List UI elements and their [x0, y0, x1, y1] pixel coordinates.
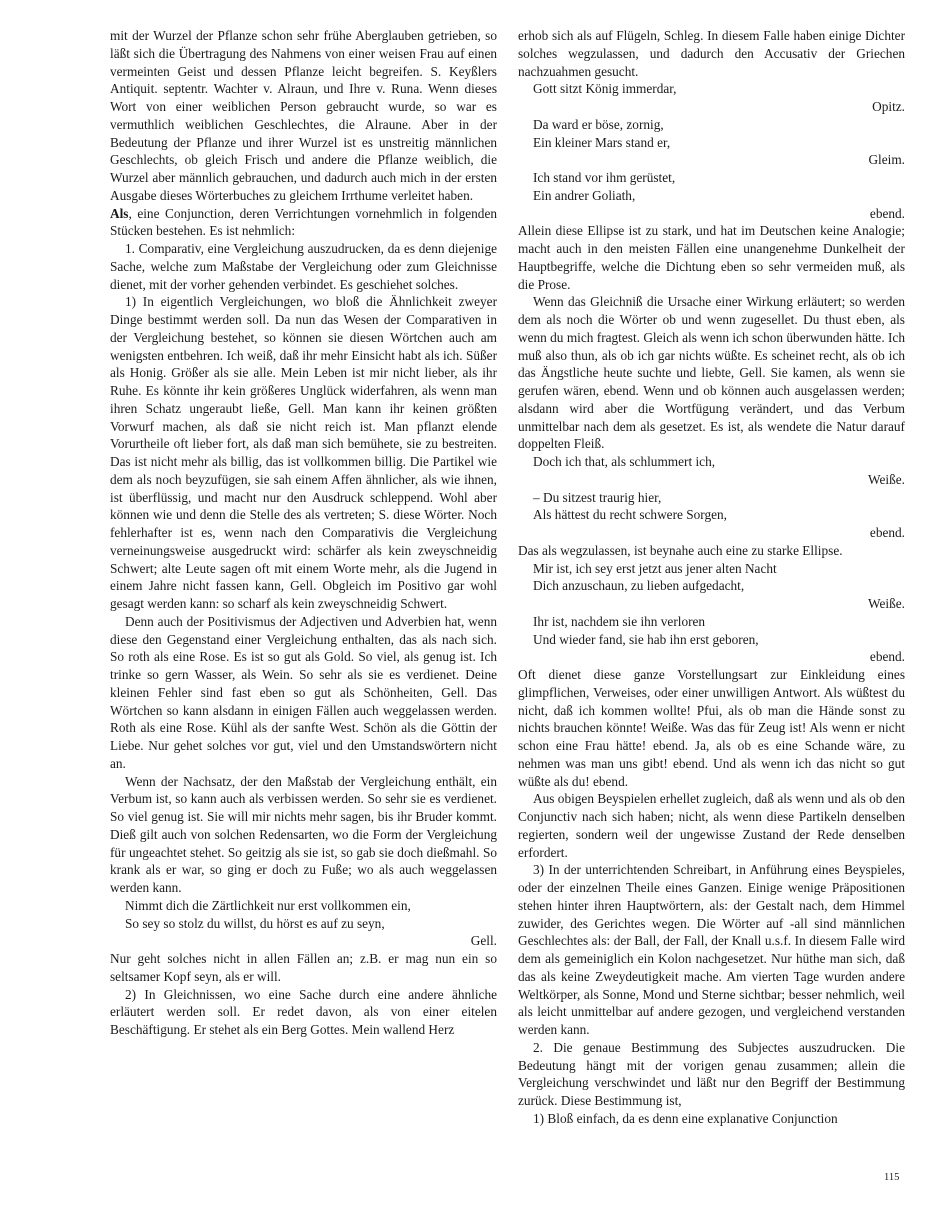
- citation-attribution: Weiße.: [868, 471, 905, 487]
- paragraph: Aus obigen Beyspielen erhellet zugleich, daß als wenn und als ob den Conjunctiv nach sich haben; nicht, als wenn diese Partikeln denselben regierten, sondern weil der ungewisse Zustand der Rede denselben erfordert.: [518, 791, 905, 860]
- dictionary-entry: [110, 205, 497, 241]
- verse-line: Doch ich that, als schlummert ich,: [533, 454, 716, 469]
- paragraph: Nur geht solches nicht in allen Fällen an; z.B. er mag nun ein so seltsamer Kopf seyn, als er will.: [110, 951, 497, 984]
- paragraph: Oft dienet diese ganze Vorstellungsart zur Einkleidung eines glimpflichen, Verweises, oder einer unwilligen Antwort. Als wüßtest du nicht, daß ich kommen wollte! Pfui, als ob man die Hände sonst zu nichts brauchen könnte! Weiße. Was das für Zeug ist! Als wenn er nicht schon eine Frau hätte! ebend. Ja, als ob es eine Schande wäre, zu nehmen was man uns gibt! ebend. Und als wenn ich das nicht so gut wüßte als du! ebend.: [518, 667, 905, 789]
- verse-line: Ein andrer Goliath,: [533, 187, 636, 203]
- headword: Als: [110, 205, 129, 221]
- verse-line: Mir ist, ich sey erst jetzt aus jener alten Nacht: [533, 560, 777, 576]
- entry-text: , eine Conjunction, deren Verrichtungen vornehmlich in folgenden Stücken bestehen. Es ist nehmlich:: [110, 205, 497, 239]
- verse-line: – Du sitzest traurig hier,: [533, 489, 662, 505]
- verse-line: Ein kleiner Mars stand er,: [533, 134, 671, 150]
- verse-line: Dich anzuschaun, zu lieben aufgedacht,: [533, 578, 745, 594]
- paragraph: Wenn der Nachsatz, der den Maßstab der Vergleichung enthält, ein Verbum ist, so kann auch als verbissen werden. So sehr sie es verdienet. So viel genug ist. Sie will mir nichts mehr sagen, bis ihr Bruder kommt. Dieß gilt auch von solchen Redensarten, wo die Form der Vergleichung für ungeachtet stehet. So geitzig als sie ist, so gab sie doch dießmahl. So krank als er war, so ging er doch zu Fuße; wo als auch weggelassen werden kann.: [110, 773, 497, 895]
- paragraph: Denn auch der Positivismus der Adjectiven und Adverbien hat, wenn diese den Gegenstand einer Vergleichung enthalten, das als nach sich. So roth als eine Rose. Es ist so gut als Gold. So viel, als genug ist. Ich trinke so gern Wasser, als Wein. So sehr als sie es verdienet. Deine kleinen Fehler sind fast eben so gut als Schönheiten, Gell. Das Wörtchen so kann alsdann in einigen Fällen auch weggelassen werden. Roth als eine Rose. Kühl als der sanfte West. Schön als die Göttin der Liebe. Nur gehet solches vor gut, viel und den Umstandswörtern nicht an.: [110, 613, 497, 771]
- paragraph: 1. Comparativ, eine Vergleichung auszudrucken, da es denn diejenige Sache, welche zum Maßstabe der Vergleichung oder zum Gleichnisse dienet, mit der vorher gehenden verbindet. Es geschiehet solches.: [110, 241, 497, 292]
- paragraph: 2. Die genaue Bestimmung des Subjectes auszudrucken. Die Bedeutung hängt mit der vorigen genau zusammen; allein die Vergleichung verschwindet und läßt nur den Begriff der Bestimmung zurück. Diese Bestimmung ist,: [518, 1039, 905, 1108]
- verse-line: Als hättest du recht schwere Sorgen,: [533, 507, 727, 523]
- paragraph: mit der Wurzel der Pflanze schon sehr frühe Aberglauben getrieben, so läßt sich die Übertragung des Nahmens von einer weisen Frau auf einen vermeinten Geist und dessen Pflanze leicht begreifen. S. Keyßlers Antiquit. septentr. Wachter v. Alraun, und Ihre v. Runa. Wenn dieses Wort von einer weiblichen Person gebraucht wurde, so war es vermuthlich weiblichen Geschlechtes, die Alraune. Aber in der Bedeutung der Pflanze und ihrer Wurzel ist es unstreitig männlichen Geschlechts, ob gleich Frisch und andere die Pflanze weiblich, die Wurzel aber männlich gebrauchen, und dadurch auch mich in der ersten Ausgabe dieses Wörterbuches zu gleichem Irrthume verleitet haben.: [110, 28, 497, 203]
- citation-attribution: Opitz.: [872, 99, 905, 114]
- paragraph: erhob sich als auf Flügeln, Schleg. In diesem Falle haben einige Dichter solches wegzulassen, und dadurch den Accusativ der Griechen nachzuahmen gesucht.: [518, 28, 905, 79]
- citation-attribution: Gell.: [470, 933, 497, 949]
- verse-line: Und wieder fand, sie hab ihn erst geboren,: [533, 631, 759, 647]
- paragraph: 3) In der unterrichtenden Schreibart, in Anführung eines Beyspieles, oder der einzelnen Theile eines Ganzen. Einige wenige Präpositionen stehen hinter ihren Hauptwörtern, als: der Gestalt nach, dem Himmel zuwider, des Gerichtes wegen. Die Wörter auf -all sind männlichen Geschlechtes als: der Ball, der Fall, der Knall u.s.f. In diesem Falle wird dem als gemeiniglich ein Kolon nachgesetzet. Nur hüthe man sich, daß das als keine Zweydeutigkeit mache. Am vierten Tage wurden andere Weltkörper, als Sonne, Mond und Sterne sichtbar; besser nehmlich, weil als leicht unmittelbar auf andere gezogen, und vergleichend verstanden werden kann.: [518, 862, 905, 1037]
- verse-line: Gott sitzt König immerdar,: [533, 81, 677, 97]
- citation-attribution: ebend.: [869, 525, 905, 540]
- verse-line: Nimmt dich die Zärtlichkeit nur erst vollkommen ein,: [125, 897, 411, 913]
- page-number: 115: [884, 1172, 900, 1183]
- citation-attribution: Weiße.: [868, 596, 905, 611]
- verse-line: Da ward er böse, zornig,: [533, 116, 664, 132]
- citation-attribution: ebend.: [869, 205, 905, 221]
- paragraph: 1) In eigentlich Vergleichungen, wo bloß die Ähnlichkeit zweyer Dinge bestimmt werden soll. Da nun das Wesen der Comparativen in der Vergleichung bestehet, so können sie diesen Wörtchen auch am wenigsten entbehren. Ich weiß, daß ihr mehr Einsicht habt als ich. Süßer als Honig. Größer als sie alle. Mein Leben ist mir nicht lieber, als ihr Ruhe. Es könnte ihr kein größeres Unglück widerfahren, als wenn man ihren Schatz ungeraubt ließe, Gell. Man kann ihr keinen größten Vorwurf machen, als daß sie nicht reich ist. Man pflanzt elende Vorurtheile oft lieber fort, als daß man sich bemühete, sie zu bestreiten. Das ist nicht mehr als billig, das ist vollkommen billig. Die Partikel wie dem als noch beyzufügen, sie sah einem Affen ähnlicher, als wie ihnen, ist überflüssig, und macht nur den Ausdruck schleppend. Wohl aber können wie und denn die Stelle des als vertreten; S. diese Wörter. Noch fehlerhafter ist es, wenn nach den Comparativis die Vergleichung verneinungsweise ausgedruckt wird: schärfer als kein zweyschneidig Schwert; alte Leute sagen oft mit einem Worte mehr, als die Jugend in einem Jahre nicht fassen kann, Gell. Obgleich im Positivo gar wohl gesagt werden kann: so scharf als kein zweyschneidig Schwert.: [110, 294, 497, 611]
- citation-attribution: ebend.: [869, 649, 905, 665]
- paragraph: Das als wegzulassen, ist beynahe auch eine zu starke Ellipse.: [518, 542, 843, 558]
- paragraph: Allein diese Ellipse ist zu stark, und hat im Deutschen keine Analogie; macht auch in den meisten Fällen eine unangenehme Dunkelheit der Hauptbegriffe, welche die Dichtung eben so sehr vermeiden muß, als die Prose.: [518, 223, 905, 292]
- paragraph: 2) In Gleichnissen, wo eine Sache durch eine andere ähnliche erläutert werden soll. Er redet davon, als von einer eitelen Beschäftigung. Er stehet als ein Berg Gottes. Mein wallend Herz: [110, 986, 497, 1037]
- verse-line: So sey so stolz du willst, du hörst es auf zu seyn,: [125, 915, 385, 931]
- paragraph: 1) Bloß einfach, da es denn eine explanative Conjunction: [533, 1110, 838, 1126]
- left-column: [110, 27, 497, 1039]
- right-column: [518, 27, 905, 1128]
- paragraph: Wenn das Gleichniß die Ursache einer Wirkung erläutert; so werden dem als noch die Wörter ob und wenn zugesellet. Du thust eben, als wenn du mich fragtest. Gleich als wenn ich schon überwunden hätte. Ich muß also thun, als ob ich gar nichts wüßte. Es scheinet recht, als ob ich das Ängstliche heute suchte und liebte, Gell. Sie kamen, als wenn sie gerufen wären, ebend. Wenn und ob können auch ausgelassen werden; alsdann wird aber die Wortfügung verändert, und das Verbum unmittelbar nach dem als gesetzet. Es ist, als wendete die Natur darauf doppelten Fleiß.: [518, 294, 905, 452]
- verse-line: Ihr ist, nachdem sie ihn verloren: [533, 613, 706, 629]
- verse-line: Ich stand vor ihm gerüstet,: [533, 170, 676, 185]
- citation-attribution: Gleim.: [868, 152, 905, 168]
